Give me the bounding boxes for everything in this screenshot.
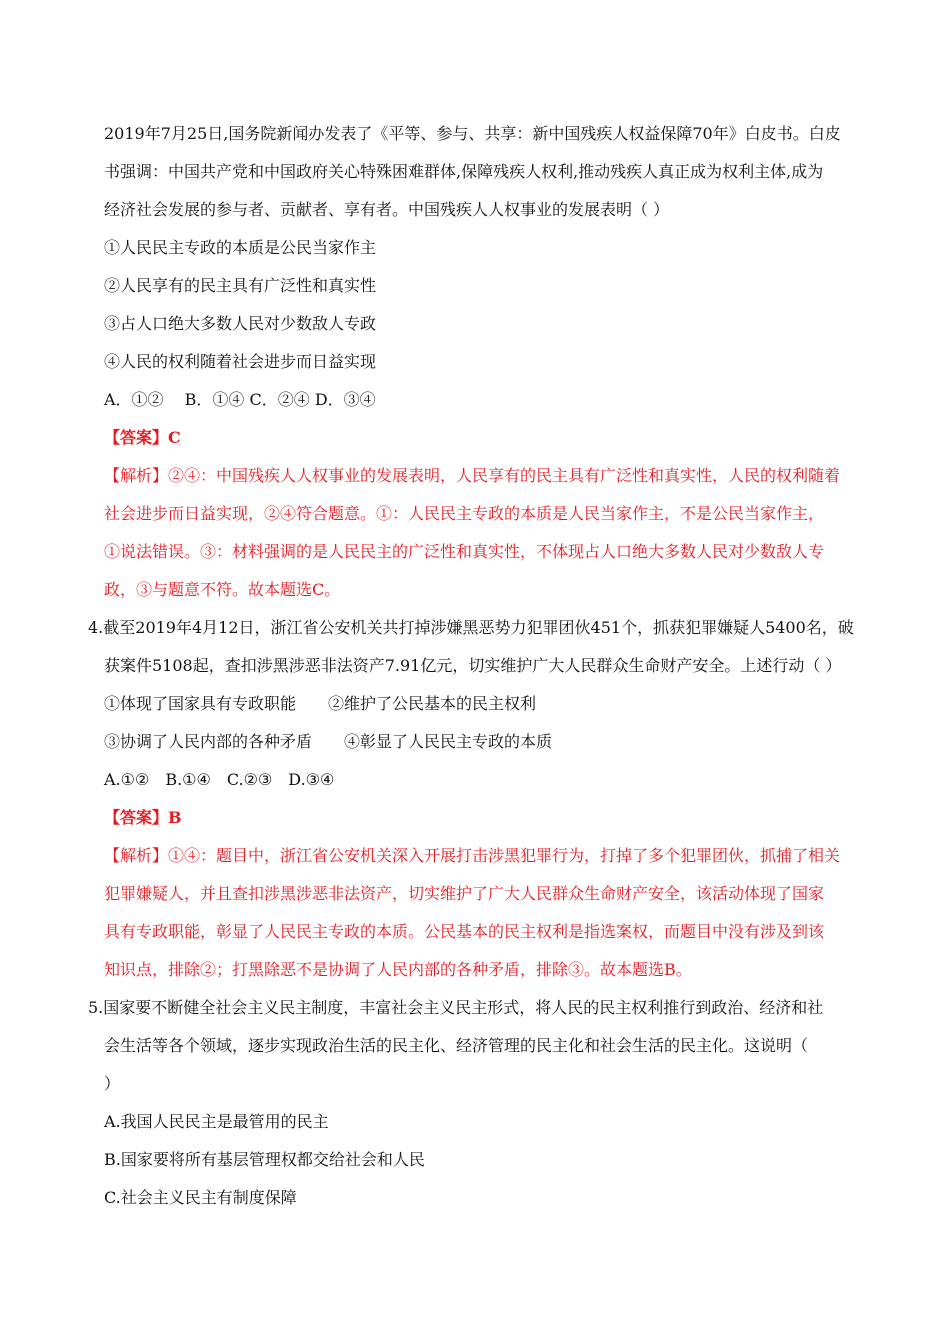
q3-answer: 【答案】C [104, 428, 181, 447]
q3-analysis-line: 社会进步而日益实现，②④符合题意。①：人民民主专政的本质是人民当家作主，不是公民当家作主， [104, 504, 825, 523]
q3-stem-line: 经济社会发展的参与者、贡献者、享有者。中国残疾人人权事业的发展表明（ ） [104, 200, 670, 219]
q4-analysis-line: 【解析】①④：题目中，浙江省公安机关深入开展打击涉黑犯罪行为，打掉了多个犯罪团伙，抓捕了相关 [104, 846, 841, 865]
q4-option-row: ③协调了人民内部的各种矛盾 ④彰显了人民民主专政的本质 [104, 732, 553, 751]
q4-analysis-line: 具有专政职能，彰显了人民民主专政的本质。公民基本的民主权利是指选案权，而题目中没有涉及到该 [104, 922, 825, 941]
q3-stem-line: 2019年7月25日,国务院新闻办发表了《平等、参与、共享：新中国残疾人权益保障70年》白皮书。白皮 [104, 124, 841, 143]
q3-option: ③占人口绝大多数人民对少数敌人专政 [104, 314, 377, 333]
q4-option-row: ①体现了国家具有专政职能 ②维护了公民基本的民主权利 [104, 694, 537, 713]
q3-analysis-line: 【解析】②④：中国残疾人人权事业的发展表明，人民享有的民主具有广泛性和真实性，人民的权利随着 [104, 466, 841, 485]
q3-option: ②人民享有的民主具有广泛性和真实性 [104, 276, 377, 295]
q3-analysis-line: 政，③与题意不符。故本题选C。 [104, 580, 341, 599]
q3-stem-line: 书强调：中国共产党和中国政府关心特殊困难群体,保障残疾人权利,推动残疾人真正成为权利主体,成为 [104, 162, 824, 181]
q4-answer: 【答案】B [104, 808, 182, 827]
q5-option: B.国家要将所有基层管理权都交给社会和人民 [104, 1150, 425, 1169]
q5-stem-line: 5.国家要不断健全社会主义民主制度，丰富社会主义民主形式，将人民的民主权利推行到政治、经济和社 [88, 998, 824, 1017]
q4-stem-line: 获案件5108起，查扣涉黑涉恶非法资产7.91亿元，切实维护广大人民群众生命财产安全。上述行动（ ） [104, 656, 842, 675]
q3-analysis-line: ①说法错误。③：材料强调的是人民民主的广泛性和真实性，不体现占人口绝大多数人民对少数敌人专 [104, 542, 825, 561]
q4-analysis-line: 犯罪嫌疑人，并且查扣涉黑涉恶非法资产，切实维护了广大人民群众生命财产安全，该活动体现了国家 [104, 884, 825, 903]
q3-option: ①人民民主专政的本质是公民当家作主 [104, 238, 377, 257]
q5-stem-line: 会生活等各个领域，逐步实现政治生活的民主化、经济管理的民主化和社会生活的民主化。这说明（ [104, 1036, 809, 1055]
q4-analysis-line: 知识点，排除②；打黑除恶不是协调了人民内部的各种矛盾，排除③。故本题选B。 [104, 960, 692, 979]
q3-option: ④人民的权利随着社会进步而日益实现 [104, 352, 377, 371]
q4-choices: A.①② B.①④ C.②③ D.③④ [104, 770, 335, 789]
q5-option: C.社会主义民主有制度保障 [104, 1188, 297, 1207]
q3-choices: A．①② B．①④ C．②④ D．③④ [104, 390, 376, 409]
q5-option: A.我国人民民主是最管用的民主 [104, 1112, 329, 1131]
q5-stem-line: ） [104, 1074, 121, 1093]
q4-stem-line: 4.截至2019年4月12日，浙江省公安机关共打掉涉嫌黑恶势力犯罪团伙451个，抓获犯罪嫌疑人5400名，破 [88, 618, 854, 637]
